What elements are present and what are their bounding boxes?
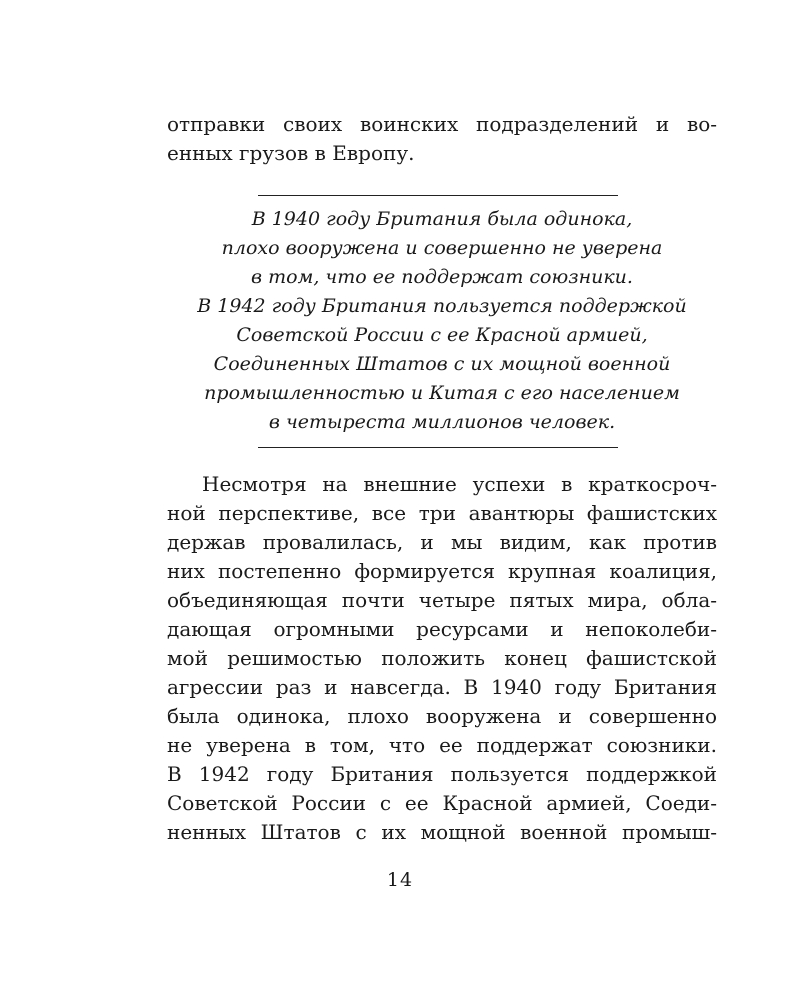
body-paragraph: [167, 470, 717, 847]
text-line: Советской России с ее Красной армией, Соеди-: [167, 791, 717, 815]
quote-line: В 1942 году Британия пользуется поддержкой: [197, 295, 687, 317]
quote-line: Советской России с ее Красной армией,: [236, 324, 648, 346]
quote-line: промышленностью и Китая с его населением: [204, 382, 680, 404]
text-line: мой решимостью положить конец фашистской: [167, 646, 717, 670]
text-line: объединяющая почти четыре пятых мира, обла-: [167, 588, 717, 612]
text-line: агрессии раз и навсегда. В 1940 году Британия: [167, 675, 717, 699]
text-line: была одинока, плохо вооружена и совершенно: [167, 704, 717, 728]
text-line: Несмотря на внешние успехи в краткосроч-: [202, 472, 717, 496]
pull-quote: [167, 205, 717, 437]
quote-line: плохо вооружена и совершенно не уверена: [221, 237, 663, 259]
text-line: енных грузов в Европу.: [167, 141, 415, 165]
text-line: не уверена в том, что ее поддержат союзники.: [167, 733, 717, 757]
page-body: [167, 110, 717, 847]
text-line: дающая огромными ресурсами и непоколеби-: [167, 617, 717, 641]
text-line: них постепенно формируется крупная коалиция,: [167, 559, 717, 583]
text-line: ной перспективе, все три авантюры фашистских: [167, 501, 717, 525]
text-line: ненных Штатов с их мощной военной промыш-: [167, 820, 717, 844]
page-number: 14: [386, 869, 414, 891]
quote-line: в четыреста миллионов человек.: [268, 411, 616, 433]
text-line: держав провалилась, и мы видим, как против: [167, 530, 717, 554]
quote-line: В 1940 году Британия была одинока,: [251, 208, 633, 230]
quote-line: в том, что ее поддержат союзники.: [251, 266, 633, 288]
top-paragraph: [167, 110, 717, 168]
quote-line: Соединенных Штатов с их мощной военной: [213, 353, 671, 375]
text-line: В 1942 году Британия пользуется поддержкой: [167, 762, 717, 786]
text-line: отправки своих воинских подразделений и во-: [167, 112, 717, 136]
